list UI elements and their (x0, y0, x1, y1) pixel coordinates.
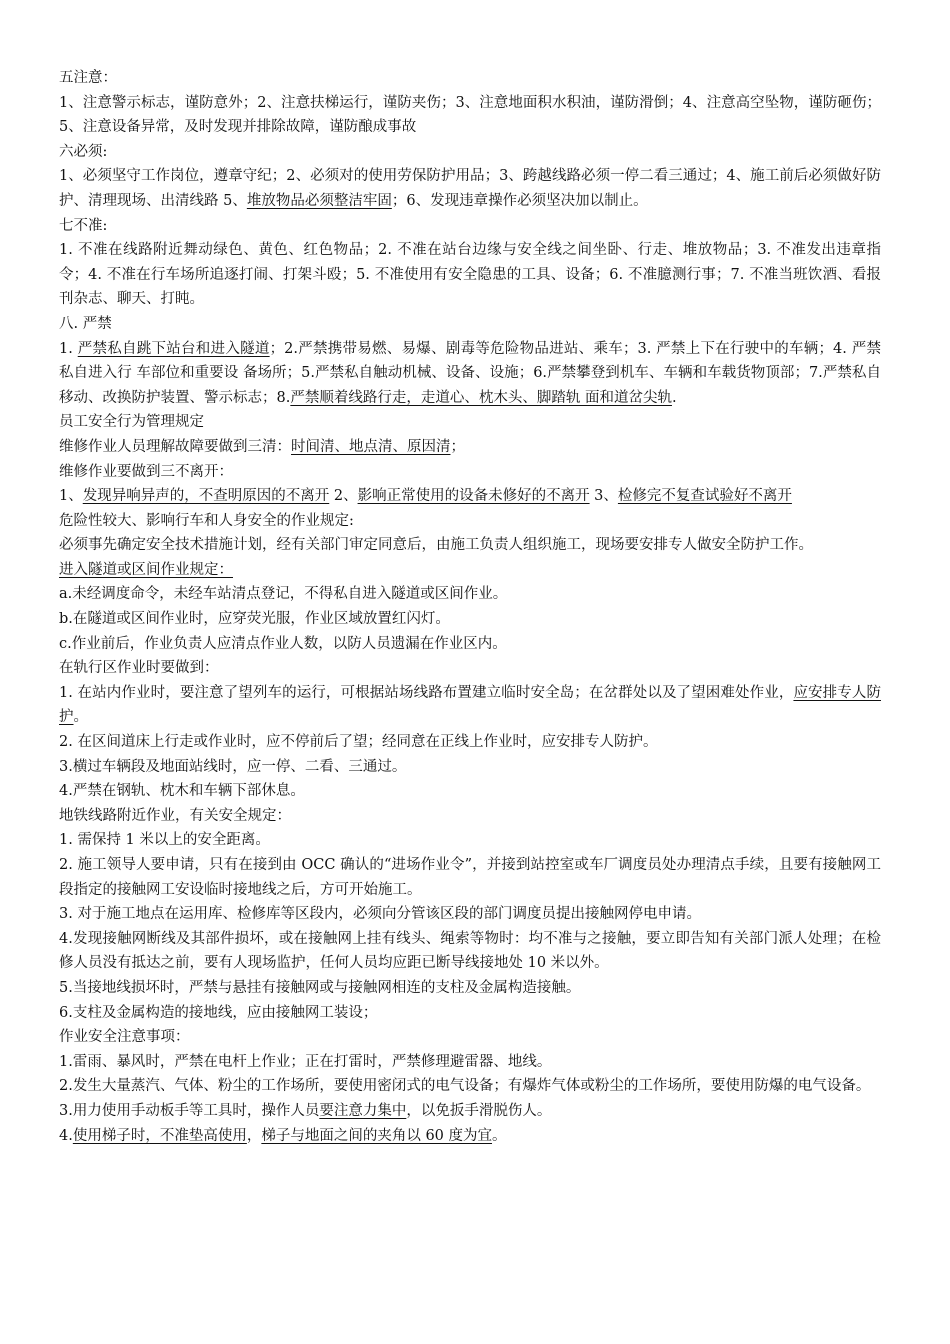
paragraph-s24 (59, 1050, 881, 1075)
text-run: 6.支柱及金属构造的接地线，应由接触网工装设； (59, 1004, 378, 1021)
text-run: 员工安全行为管理规定 (59, 414, 204, 431)
paragraph-p8 (59, 337, 881, 411)
text-run: ；2.严禁携带易燃、易爆、剧毒等危险物品进站、乘车；3. 严禁上下在行驶中的车辆；4. 严禁私自进入行 车部位和重要设 备场所；5.严禁私自触动机械、设备、设施；6.严禁攀登到机车、车辆和车载货物顶部；7.严禁私自移动、改换防护装置、警示标志；8. (59, 340, 882, 406)
paragraph-s11 (59, 656, 881, 681)
paragraph-s6 (59, 533, 881, 558)
underlined-text: 时间清、地点清、原因清 (291, 438, 451, 455)
text-run: 1. 在站内作业时，要注意了望列车的运行，可根据站场线路布置建立临时安全岛；在岔群处以及了望困难处作业， (59, 684, 794, 701)
text-run: 地铁线路附近作业，有关安全规定： (59, 807, 291, 824)
document-body (59, 66, 881, 1148)
text-run: 5.当接地线损坏时，严禁与悬挂有接触网或与接触网相连的支柱及金属构造接触。 (59, 979, 581, 996)
text-run: 4.发现接触网断线及其部件损坏，或在接触网上挂有线头、绳索等物时：均不准与之接触，要立即告知有关部门派人处理；在检修人员没有抵达之前，要有人现场监护，任何人员均应距已断导线接地处 10 米以外。 (59, 930, 881, 972)
text-run: 1. (59, 340, 78, 357)
text-run: 五注意： (59, 70, 117, 86)
text-run: 七不准: (59, 217, 108, 234)
paragraph-s3 (59, 460, 881, 485)
underlined-text: 使用梯子时，不准垫高使用 (72, 1127, 247, 1144)
text-run: 六必须: (59, 143, 108, 160)
paragraph-s26 (59, 1099, 881, 1124)
text-run: c.作业前后，作业负责人应清点作业人数，以防人员遗漏在作业区内。 (59, 635, 507, 652)
underlined-text: 要注意力集中 (319, 1102, 407, 1119)
paragraph-s23 (59, 1025, 881, 1050)
paragraph-s9 (59, 607, 881, 632)
text-run: 2. 施工领导人要申请，只有在接到由 OCC 确认的“进场作业令”，并接到站控室或车厂调度员处办理清点手续，且要有接触网工段指定的接触网工安设临时接地线之后，方可开始施工。 (59, 857, 881, 898)
text-run: 1、必须坚守工作岗位，遵章守纪；2、必须对的使用劳保防护用品；3、跨越线路必须一停二看三通过；4、施工前后必须做好防护、清理现场、出清线路 5、 (59, 168, 881, 209)
text-run: 3.用力使用手动板手等工具时，操作人员 (59, 1102, 320, 1119)
paragraph-p5 (59, 91, 881, 140)
paragraph-s18 (59, 853, 881, 902)
text-run: 1. 不准在线路附近舞动绿色、黄色、红色物品；2. 不准在站台边缘与安全线之间坐卧、行走、堆放物品；3. 不准发出违章指令；4. 不准在行车场所追逐打闹、打架斗殴；5. 不准使用有安全隐患的工具、设备；6. 不准臆测行事；7. 不准当班饮酒、看报刊杂志、聊天、打盹。 (59, 242, 881, 308)
paragraph-s21 (59, 976, 881, 1001)
text-run: 在轨行区作业时要做到： (59, 660, 219, 677)
paragraph-s27 (59, 1124, 881, 1149)
paragraph-s10 (59, 632, 881, 657)
paragraph-s25 (59, 1074, 881, 1099)
text-run: 4. (59, 1127, 73, 1144)
paragraph-s1 (59, 410, 881, 435)
text-run: ， (246, 1127, 262, 1144)
text-run: 3. 对于施工地点在运用库、检修库等区段内，必须向分管该区段的部门调度员提出接触网停电申请。 (59, 906, 701, 923)
text-run: 。 (492, 1127, 507, 1144)
paragraph-h6 (59, 140, 881, 165)
paragraph-s7 (59, 558, 881, 583)
text-run: 1.雷雨、暴风时，严禁在电杆上作业；正在打雷时，严禁修理避雷器、地线。 (59, 1053, 552, 1070)
text-run: 2.发生大量蒸汽、气体、粉尘的工作场所，要使用密闭式的电气设备；有爆炸气体或粉尘的工作场所，要使用防爆的电气设备。 (59, 1078, 871, 1095)
paragraph-h8 (59, 312, 881, 337)
paragraph-s2 (59, 435, 881, 460)
paragraph-s20 (59, 927, 881, 976)
underlined-text: 发现异响异声的，不查明原因的不离开 (82, 488, 330, 505)
text-run: ，以免扳手滑脱伤人。 (406, 1102, 552, 1119)
paragraph-p6 (59, 164, 881, 213)
paragraph-s15 (59, 779, 881, 804)
text-run: 危险性较大、影响行车和人身安全的作业规定: (59, 512, 354, 529)
text-run: ； (450, 438, 465, 455)
underlined-text: 堆放物品必须整洁牢固 (246, 192, 392, 209)
text-run: 4.严禁在钢轨、枕木和车辆下部休息。 (59, 783, 305, 800)
paragraph-s8 (59, 582, 881, 607)
text-run: a.未经调度命令，未经车站清点登记，不得私自进入隧道或区间作业。 (59, 586, 508, 603)
text-run: 1. 需保持 1 米以上的安全距离。 (59, 832, 270, 849)
text-run: 1、 (59, 488, 83, 505)
paragraph-s22 (59, 1001, 881, 1026)
text-run: 2. 在区间道床上行走或作业时，应不停前后了望；经同意在正线上作业时，应安排专人防护。 (59, 734, 658, 751)
underlined-text: 检修完不复查试验好不离开 (617, 488, 792, 505)
text-run: 作业安全注意事项： (59, 1029, 190, 1046)
underlined-text: 影响正常使用的设备未修好的不离开 (357, 488, 590, 505)
paragraph-s14 (59, 755, 881, 780)
paragraph-s17 (59, 828, 881, 853)
text-run: 1、注意警示标志，谨防意外；2、注意扶梯运行，谨防夹伤；3、注意地面积水积油，谨防滑倒；4、注意高空坠物，谨防砸伤；5、注意设备异常，及时发现并排除故障，谨防酿成事故 (59, 94, 881, 136)
paragraph-h5 (59, 66, 881, 91)
underlined-text: 严禁私自跳下站台和进入隧道 (77, 340, 270, 357)
text-run: 3、 (589, 488, 618, 505)
text-run: 维修作业人员理解故障要做到三清： (59, 438, 291, 455)
paragraph-s12 (59, 681, 881, 730)
text-run: 。 (73, 709, 88, 726)
text-run: 3.横过车辆段及地面站线时，应一停、二看、三通过。 (59, 758, 407, 775)
text-run: 2、 (329, 488, 358, 505)
underlined-text: 梯子与地面之间的夹角以 60 度为宜 (261, 1127, 493, 1144)
paragraph-s19 (59, 902, 881, 927)
underlined-text: 进入隧道或区间作业规定： (59, 561, 233, 578)
text-run: 八. 严禁 (59, 315, 112, 332)
underlined-text: 应安排专人防护 (59, 684, 881, 726)
paragraph-s4 (59, 484, 881, 509)
text-run: ；6、发现违章操作必须坚决加以制止。 (391, 192, 648, 209)
text-run: 维修作业要做到三不离开： (59, 463, 233, 480)
underlined-text: 严禁顺着线路行走，走道心、枕木头、脚踏轨 面和道岔尖轨 (290, 389, 672, 406)
text-run: b.在隧道或区间作业时，应穿荧光服，作业区域放置红闪灯。 (59, 611, 450, 628)
paragraph-s16 (59, 804, 881, 829)
paragraph-h7 (59, 214, 881, 239)
text-run: . (671, 389, 677, 406)
paragraph-p7 (59, 238, 881, 312)
paragraph-s5 (59, 509, 881, 534)
paragraph-s13 (59, 730, 881, 755)
text-run: 必须事先确定安全技术措施计划，经有关部门审定同意后，由施工负责人组织施工，现场要安排专人做安全防护工作。 (59, 537, 813, 554)
